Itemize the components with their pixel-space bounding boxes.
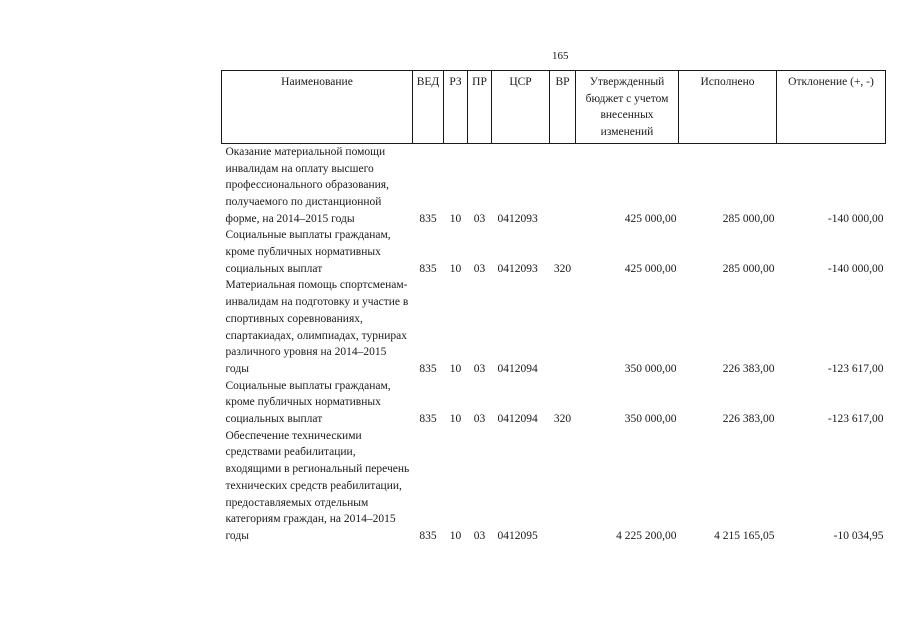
row-pr: 03 [473,212,486,225]
row-approved: 4 225 200,00 [616,529,677,542]
row-rz: 10 [449,529,462,542]
row-pr: 03 [473,362,486,375]
row-deviation: -123 617,00 [827,413,884,426]
row-ved: 835 [419,413,437,426]
row-name: Обеспечение техническими средствами реабилитации, входящими в региональный перечень технических средств реабилитации, предоставляемых отдельным категориям граждан, на 2014–2015 годы [225,429,410,542]
header-name: Наименование [222,71,413,144]
row-approved: 350 000,00 [624,362,677,375]
row-deviation: -140 000,00 [827,212,884,225]
header-deviation: Отклонение (+, -) [777,71,886,144]
row-deviation: -123 617,00 [827,362,884,375]
row-name: Социальные выплаты гражданам, кроме публичных нормативных социальных выплат [225,379,391,426]
row-executed: 226 383,00 [722,413,775,426]
row-pr: 03 [473,413,486,426]
row-vr [550,277,576,377]
header-vr: ВР [550,71,576,144]
row-csr: 0412094 [497,413,538,426]
header-pr: ПР [468,71,492,144]
table-row [222,227,886,277]
row-pr: 03 [473,262,486,275]
row-rz: 10 [449,413,462,426]
row-vr [550,428,576,545]
row-executed: 285 000,00 [722,212,775,225]
header-approved: Утвержденный бюджет с учетом внесенных изменений [576,71,679,144]
row-vr: 320 [553,413,572,426]
page-number: 165 [552,50,569,62]
row-csr: 0412093 [497,212,538,225]
row-ved: 835 [419,529,437,542]
table-row [222,378,886,428]
row-executed: 226 383,00 [722,362,775,375]
row-name: Оказание материальной помощи инвалидам на оплату высшего профессионального образования, получаемого по дистанционной форме, на 2014–2015 годы [225,145,389,225]
row-approved: 425 000,00 [624,212,677,225]
table-row [222,143,886,227]
row-vr: 320 [553,262,572,275]
table-row [222,277,886,377]
table-row [222,428,886,545]
header-csr: ЦСР [492,71,550,144]
row-name: Материальная помощь спортсменам-инвалидам на подготовку и участие в спортивных соревнованиях, спартакиадах, олимпиадах, турнирах различного уровня на 2014–2015 годы [225,279,409,375]
budget-table [221,70,886,545]
header-ved: ВЕД [413,71,444,144]
row-rz: 10 [449,212,462,225]
row-ved: 835 [419,212,437,225]
row-ved: 835 [419,362,437,375]
row-vr [550,143,576,227]
row-rz: 10 [449,362,462,375]
row-name: Социальные выплаты гражданам, кроме публичных нормативных социальных выплат [225,229,391,275]
row-deviation: -140 000,00 [827,262,884,275]
row-csr: 0412093 [497,262,538,275]
row-approved: 350 000,00 [624,413,677,426]
row-rz: 10 [449,262,462,275]
header-rz: РЗ [444,71,468,144]
row-ved: 835 [419,262,437,275]
row-pr: 03 [473,529,486,542]
header-executed: Исполнено [679,71,777,144]
header-row [222,71,886,144]
row-approved: 425 000,00 [624,262,677,275]
row-csr: 0412094 [497,362,538,375]
row-csr: 0412095 [497,529,538,542]
row-executed: 285 000,00 [722,262,775,275]
row-executed: 4 215 165,05 [714,529,775,542]
row-deviation: -10 034,95 [833,529,884,542]
